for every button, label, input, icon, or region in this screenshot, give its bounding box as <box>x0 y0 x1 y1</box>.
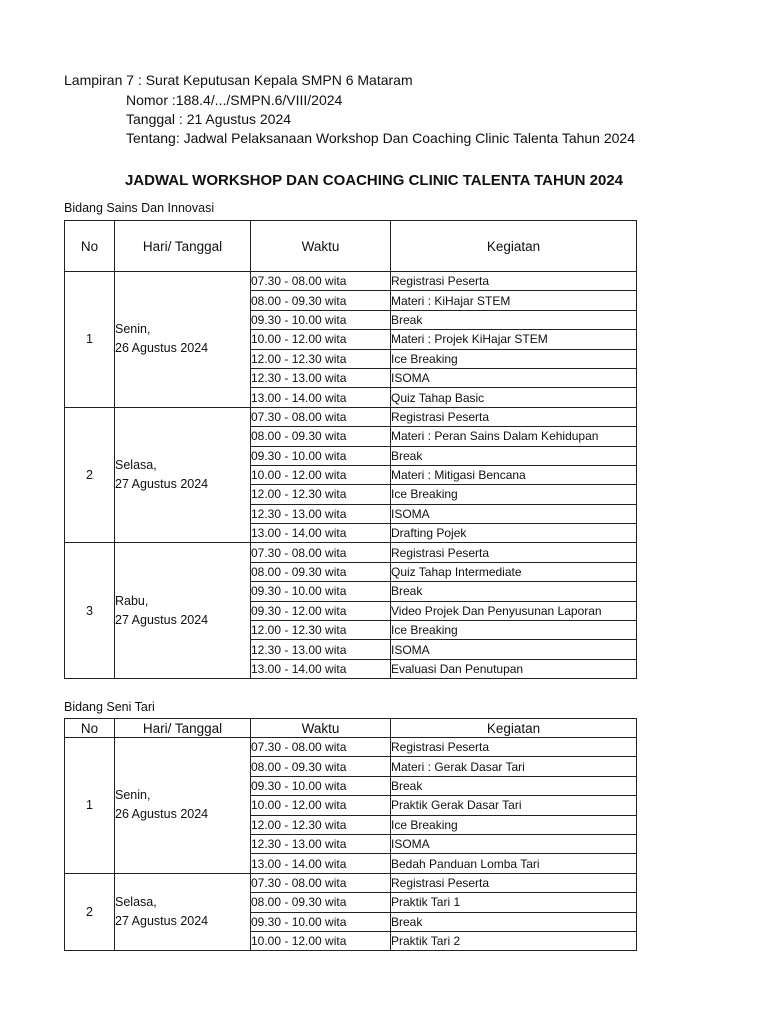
day-number: 1 <box>65 738 115 874</box>
activity-cell: Ice Breaking <box>391 349 637 368</box>
activity-cell: Break <box>391 582 637 601</box>
col-header-kegiatan: Kegiatan <box>391 719 637 738</box>
time-cell: 12.00 - 12.30 wita <box>251 349 391 368</box>
col-header-no: No <box>65 221 115 272</box>
activity-cell: Registrasi Peserta <box>391 272 637 291</box>
activity-cell: Video Projek Dan Penyusunan Laporan <box>391 601 637 620</box>
table-row <box>65 543 637 562</box>
activity-cell: Materi : Mitigasi Bencana <box>391 465 637 484</box>
day-name: Senin, <box>115 788 151 803</box>
activity-cell: ISOMA <box>391 834 637 853</box>
time-cell: 12.30 - 13.00 wita <box>251 504 391 523</box>
activity-cell: Materi : Peran Sains Dalam Kehidupan <box>391 427 637 446</box>
day-name: Senin, <box>115 322 151 337</box>
table-header-row <box>65 719 637 738</box>
schedule-table-seni-tari <box>64 718 637 951</box>
activity-cell: ISOMA <box>391 504 637 523</box>
time-cell: 08.00 - 09.30 wita <box>251 291 391 310</box>
time-cell: 13.00 - 14.00 wita <box>251 388 391 407</box>
time-cell: 09.30 - 10.00 wita <box>251 310 391 329</box>
activity-cell: Ice Breaking <box>391 485 637 504</box>
time-cell: 13.00 - 14.00 wita <box>251 524 391 543</box>
time-cell: 10.00 - 12.00 wita <box>251 330 391 349</box>
time-cell: 10.00 - 12.00 wita <box>251 931 391 950</box>
day-date: 26 Agustus 2024 <box>115 341 209 356</box>
day-name: Selasa, <box>115 458 157 473</box>
section-label-sains: Bidang Sains Dan Innovasi <box>64 201 215 215</box>
time-cell: 07.30 - 08.00 wita <box>251 543 391 562</box>
time-cell: 08.00 - 09.30 wita <box>251 562 391 581</box>
schedule-table-sains <box>64 220 637 679</box>
activity-cell: Bedah Panduan Lomba Tari <box>391 854 637 873</box>
time-cell: 09.30 - 12.00 wita <box>251 601 391 620</box>
day-date: 27 Agustus 2024 <box>115 477 209 492</box>
time-cell: 13.00 - 14.00 wita <box>251 659 391 678</box>
header-lampiran: Lampiran 7 : Surat Keputusan Kepala SMPN 6 Mataram <box>64 72 413 88</box>
table-header-row <box>65 221 637 272</box>
time-cell: 07.30 - 08.00 wita <box>251 272 391 291</box>
time-cell: 10.00 - 12.00 wita <box>251 796 391 815</box>
activity-cell: Registrasi Peserta <box>391 873 637 892</box>
time-cell: 09.30 - 10.00 wita <box>251 582 391 601</box>
day-number: 2 <box>65 407 115 543</box>
time-cell: 07.30 - 08.00 wita <box>251 407 391 426</box>
activity-cell: Break <box>391 912 637 931</box>
activity-cell: Materi : Projek KiHajar STEM <box>391 330 637 349</box>
col-header-kegiatan: Kegiatan <box>391 221 637 272</box>
time-cell: 12.00 - 12.30 wita <box>251 815 391 834</box>
table-row <box>65 272 637 291</box>
activity-cell: Materi : KiHajar STEM <box>391 291 637 310</box>
day-number: 3 <box>65 543 115 679</box>
col-header-hari-tanggal: Hari/ Tanggal <box>115 221 251 272</box>
day-name: Rabu, <box>115 593 149 608</box>
day-cell <box>115 543 251 679</box>
time-cell: 12.00 - 12.30 wita <box>251 485 391 504</box>
activity-cell: Evaluasi Dan Penutupan <box>391 659 637 678</box>
time-cell: 12.00 - 12.30 wita <box>251 621 391 640</box>
day-date: 27 Agustus 2024 <box>115 612 209 627</box>
table-row <box>65 738 637 757</box>
day-number: 2 <box>65 873 115 951</box>
activity-cell: Materi : Gerak Dasar Tari <box>391 757 637 776</box>
time-cell: 08.00 - 09.30 wita <box>251 893 391 912</box>
activity-cell: Break <box>391 310 637 329</box>
section-label-seni-tari: Bidang Seni Tari <box>64 700 155 714</box>
day-number: 1 <box>65 272 115 408</box>
time-cell: 08.00 - 09.30 wita <box>251 757 391 776</box>
col-header-waktu: Waktu <box>251 719 391 738</box>
time-cell: 12.30 - 13.00 wita <box>251 368 391 387</box>
col-header-no: No <box>65 719 115 738</box>
day-date: 26 Agustus 2024 <box>115 807 209 822</box>
activity-cell: Quiz Tahap Basic <box>391 388 637 407</box>
activity-cell: ISOMA <box>391 368 637 387</box>
activity-cell: Registrasi Peserta <box>391 407 637 426</box>
time-cell: 07.30 - 08.00 wita <box>251 738 391 757</box>
day-cell <box>115 272 251 408</box>
activity-cell: Quiz Tahap Intermediate <box>391 562 637 581</box>
table-row <box>65 873 637 892</box>
activity-cell: Ice Breaking <box>391 621 637 640</box>
table-row <box>65 407 637 426</box>
activity-cell: Registrasi Peserta <box>391 738 637 757</box>
day-name: Selasa, <box>115 895 157 910</box>
activity-cell: Drafting Pojek <box>391 524 637 543</box>
day-date: 27 Agustus 2024 <box>115 914 209 929</box>
header-tentang: Tentang: Jadwal Pelaksanaan Workshop Dan Coaching Clinic Talenta Tahun 2024 <box>126 130 636 146</box>
time-cell: 09.30 - 10.00 wita <box>251 912 391 931</box>
day-cell <box>115 407 251 543</box>
col-header-waktu: Waktu <box>251 221 391 272</box>
day-cell <box>115 738 251 874</box>
time-cell: 09.30 - 10.00 wita <box>251 776 391 795</box>
activity-cell: Registrasi Peserta <box>391 543 637 562</box>
time-cell: 12.30 - 13.00 wita <box>251 834 391 853</box>
col-header-hari-tanggal: Hari/ Tanggal <box>115 719 251 738</box>
document-title: JADWAL WORKSHOP DAN COACHING CLINIC TALENTA TAHUN 2024 <box>124 172 624 189</box>
time-cell: 13.00 - 14.00 wita <box>251 854 391 873</box>
activity-cell: Praktik Tari 2 <box>391 931 637 950</box>
day-cell <box>115 873 251 951</box>
activity-cell: Ice Breaking <box>391 815 637 834</box>
time-cell: 12.30 - 13.00 wita <box>251 640 391 659</box>
time-cell: 07.30 - 08.00 wita <box>251 873 391 892</box>
time-cell: 08.00 - 09.30 wita <box>251 427 391 446</box>
time-cell: 09.30 - 10.00 wita <box>251 446 391 465</box>
activity-cell: Break <box>391 776 637 795</box>
activity-cell: ISOMA <box>391 640 637 659</box>
activity-cell: Break <box>391 446 637 465</box>
activity-cell: Praktik Gerak Dasar Tari <box>391 796 637 815</box>
activity-cell: Praktik Tari 1 <box>391 893 637 912</box>
header-tanggal: Tanggal : 21 Agustus 2024 <box>126 111 292 127</box>
header-nomor: Nomor :188.4/.../SMPN.6/VIII/2024 <box>126 92 343 108</box>
time-cell: 10.00 - 12.00 wita <box>251 465 391 484</box>
